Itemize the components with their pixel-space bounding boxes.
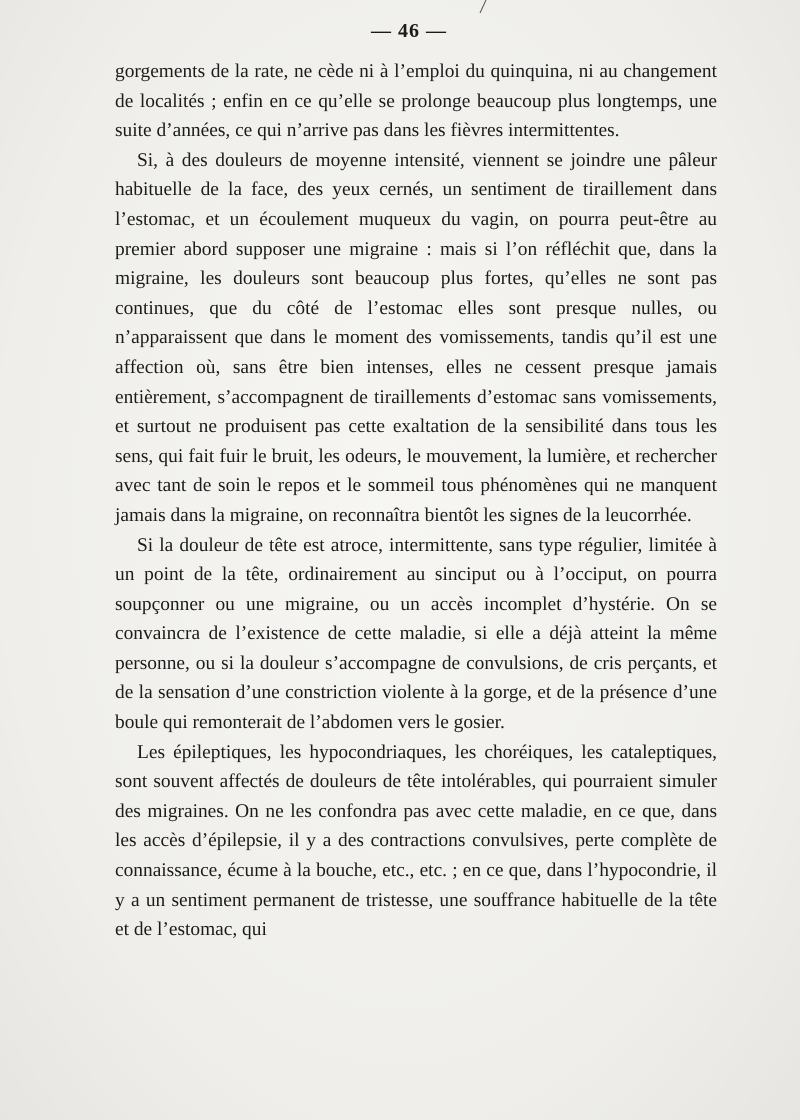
page-number: — 46 —	[371, 20, 447, 42]
pen-mark	[478, 0, 488, 14]
paragraph-leucorrhee: Si, à des douleurs de moyenne intensité, viennent se joindre une pâleur habituelle de la face, des yeux cernés, un sentiment de tiraillement dans l’estomac, et un écoulement muqueux du vagin, on pourra peut-être au premier abord supposer une migraine : mais si l’on réfléchit que, dans la migraine, les douleurs sont beaucoup plus fortes, qu’elles ne sont pas continues, que du côté de l’estomac elles sont presque nulles, ou n’apparaissent que dans le moment des vomissements, tandis qu’il est une affection où, sans être bien intenses, elles ne cessent presque jamais entièrement, s’accompagnent de tiraillements d’estomac sans vomissements, et surtout ne produisent pas cette exaltation de la sensibilité dans tous les sens, qui fait fuir le bruit, les odeurs, le mouvement, la lumière, et rechercher avec tant de soin le repos et le sommeil tous phénomènes qui ne manquent jamais dans la migraine, on reconnaîtra bientôt les signes de la leucorrhée.	[115, 149, 717, 526]
body-text	[115, 57, 717, 945]
paragraph-epileptiques: Les épileptiques, les hypocondriaques, les choréiques, les cataleptiques, sont souvent affectés de douleurs de tête intolérables, qui pourraient simuler des migraines. On ne les confondra pas avec cette maladie, en ce que, dans les accès d’épilepsie, il y a des contractions convulsives, perte complète de connaissance, écume à la bouche, etc., etc. ; en ce que, dans l’hypocondrie, il y a un sentiment permanent de tristesse, une souffrance habituelle de la tête et de l’estomac, qui	[115, 741, 717, 941]
paragraph-continuation: gorgements de la rate, ne cède ni à l’emploi du quinquina, ni au changement de localités ; enfin en ce qu’elle se prolonge beaucoup plus longtemps, une suite d’années, ce qui n’arrive pas dans les fièvres intermittentes.	[115, 61, 717, 142]
paragraph-hysterie: Si la douleur de tête est atroce, intermittente, sans type régulier, limitée à un point de la tête, ordinairement au sinciput ou à l’occiput, on pourra soupçonner ou une migraine, ou un accès incomplet d’hystérie. On se convaincra de l’existence de cette maladie, si elle a déjà atteint la même personne, ou si la douleur s’accompagne de convulsions, de cris perçants, et de la sensation d’une constriction violente à la gorge, et de la présence d’une boule qui remonterait de l’abdomen vers le gosier.	[115, 534, 717, 734]
